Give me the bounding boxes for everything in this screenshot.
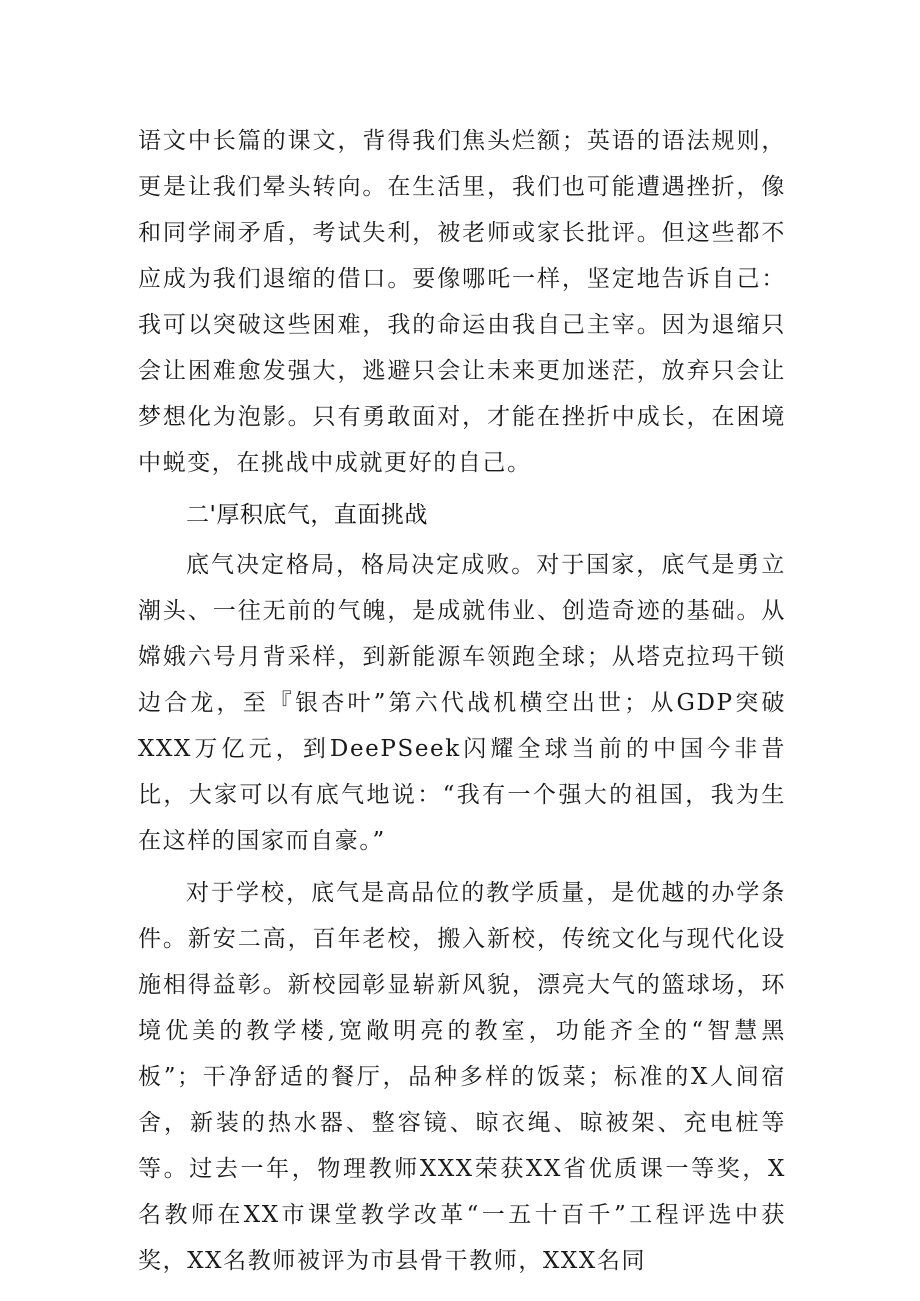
paragraph-3: 对于学校，底气是高品位的教学质量，是优越的办学条件。新安二高，百年老校，搬入新校，传统文化与现代化设施相得益彰。新校园彰显崭新风貌，漂亮大气的篮球场，环境优美的教学楼,宽敞明亮的教室，功能齐全的“智慧黑板”；干净舒适的餐厅，品种多样的饭菜；标准的X人间宿舍，新装的热水器、整容镜、晾衣绳、晾被架、充电桩等等。过去一年，物理教师XXX荣获XX省优质课一等奖，X名教师在XX市课堂教学改革“一五十百千”工程评选中获奖，XX名教师被评为市县骨干教师，XXX名同 [138, 880, 786, 1274]
section-heading: 二'厚积底气，直面挑战 [186, 502, 428, 528]
document-page [138, 118, 786, 1284]
paragraph-2: 底气决定格局，格局决定成败。对于国家，底气是勇立潮头、一往无前的气魄，是成就伟业、创造奇迹的基础。从嫦娥六号月背采样，到新能源车领跑全球；从塔克拉玛干锁边合龙，至『银杏叶”第六代战机横空出世；从GDP突破XXX万亿元，到DeePSeek闪耀全球当前的中国今非昔比，大家可以有底气地说：“我有一个强大的祖国，我为生在这样的国家而自豪。” [138, 552, 786, 854]
paragraph-1: 语文中长篇的课文，背得我们焦头烂额；英语的语法规则，更是让我们晕头转向。在生活里，我们也可能遭遇挫折，像和同学闹矛盾，考试失利，被老师或家长批评。但这些都不应成为我们退缩的借口。要像哪吒一样，坚定地告诉自己：我可以突破这些困难，我的命运由我自己主宰。因为退缩只会让困难愈发强大，逃避只会让未来更加迷茫，放弃只会让梦想化为泡影。只有勇敢面对，才能在挫折中成长，在困境中蜕变，在挑战中成就更好的自己。 [138, 128, 786, 476]
